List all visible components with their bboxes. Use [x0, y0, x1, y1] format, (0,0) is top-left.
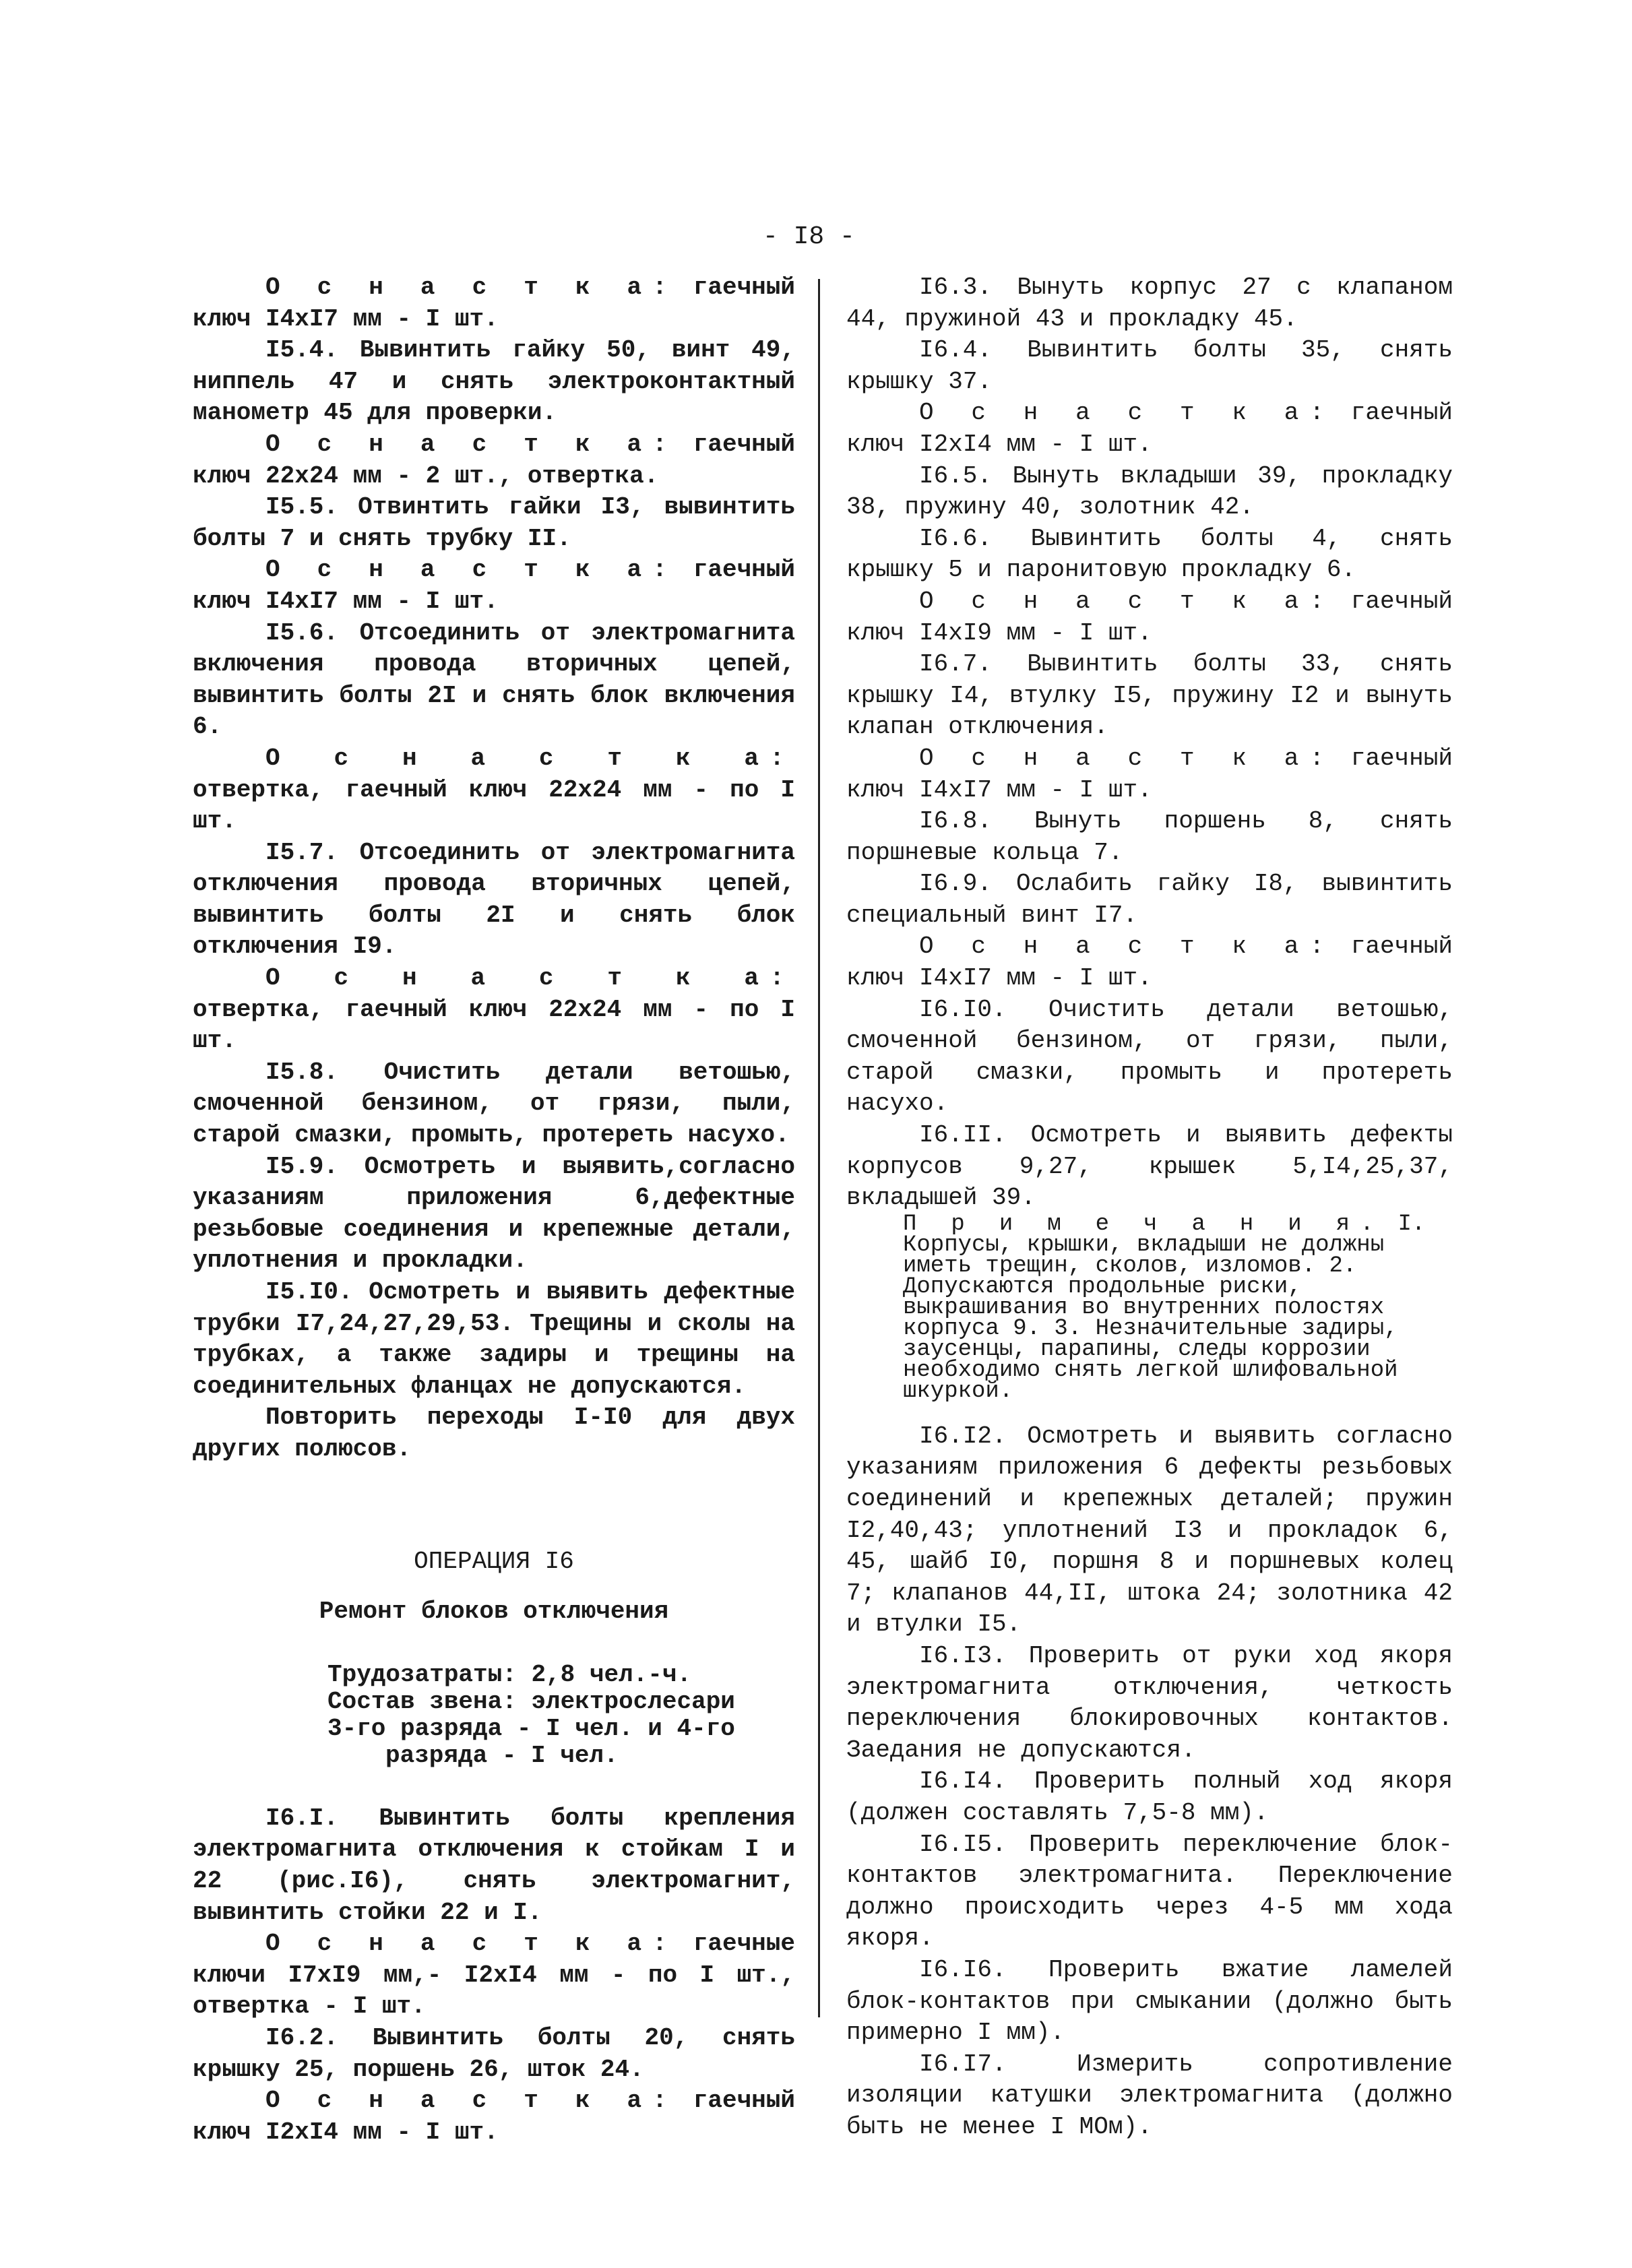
step-16-7: I6.7. Вывинтить болты 33, снять крышку I4, втулку I5, пружину I2 и вынуть клапан отключения.: [846, 650, 1453, 741]
step-15-5: I5.5. Отвинтить гайки I3, вывинтить болты 7 и снять трубку II.: [193, 493, 795, 553]
operation-title: ОПЕРАЦИЯ I6: [414, 1547, 574, 1575]
labor-grade-1: 3-го разряда - I чел. и 4-го: [327, 1714, 735, 1742]
equipment-label: О с н а с т к а:: [265, 964, 795, 993]
equipment-text: гаечный ключ I4xI9 мм - I шт.: [846, 587, 1453, 647]
equipment-note: [846, 398, 1453, 460]
notes-text: I. Корпусы, крышки, вкладыши не должны иметь трещин, сколов, изломов. 2. Допускаются продольные риски, выкрашивания во внутренних полостях корпуса 9. 3. Незначительные задиры, заусенцы, парапины, следы коррозии необходимо снять легкой шлифовальной шкуркой.: [903, 1211, 1426, 1404]
equipment-text: гаечный ключ I4xI7 мм - I шт.: [193, 274, 795, 333]
equipment-label: О с н а с т к а:: [265, 274, 679, 301]
column-divider: [818, 279, 820, 2017]
step-15-6: I5.6. Отсоединить от электромагнита включения провода вторичных цепей, вывинтить болты 2I и снять блок включения 6.: [193, 619, 795, 741]
notes-block: [846, 1211, 1453, 1404]
equipment-note: [193, 963, 795, 1057]
equipment-note: [846, 931, 1453, 994]
step-16-16: I6.I6. Проверить вжатие ламелей блок-контактов при смыкании (должно быть примерно I мм).: [846, 1955, 1453, 2047]
labor-hours: Трудозатраты: 2,8 чел.-ч.: [327, 1660, 692, 1689]
notes-heading: П р и м е ч а н и я.: [903, 1211, 1385, 1237]
step-15-8: I5.8. Очистить детали ветошью, смоченной бензином, от грязи, пыли, старой смазки, промыть, протереть насухо.: [193, 1058, 795, 1149]
equipment-label: О с н а с т к а:: [919, 744, 1336, 772]
page-number: - I8 -: [763, 222, 855, 251]
equipment-text: отвертка, гаечный ключ 22x24 мм - по I шт.: [193, 776, 795, 836]
step-15-9: I5.9. Осмотреть и выявить,согласно указаниям приложения 6,дефектные резьбовые соединения и крепежные детали, уплотнения и прокладки.: [193, 1152, 795, 1275]
step-16-15: I6.I5. Проверить переключение блок-контактов электромагнита. Переключение должно происходить через 4-5 мм хода якоря.: [846, 1830, 1453, 1953]
equipment-text: гаечный ключ I4xI7 мм - I шт.: [846, 744, 1453, 804]
equipment-text: гаечный ключ 22x24 мм - 2 шт., отвертка.: [193, 430, 795, 490]
equipment-note: [846, 586, 1453, 649]
repeat-note: Повторить переходы I-I0 для двух других полюсов.: [193, 1404, 795, 1463]
equipment-text: гаечный ключ I4xI7 мм - I шт.: [193, 556, 795, 615]
step-16-13: I6.I3. Проверить от руки ход якоря электромагнита отключения, четкость переключения блокировочных контактов. Заедания не допускаются.: [846, 1641, 1453, 1764]
operation-subtitle: Ремонт блоков отключения: [319, 1598, 669, 1626]
left-column: [193, 272, 795, 2148]
equipment-label: О с н а с т к а:: [919, 933, 1336, 961]
step-16-3: I6.3. Вынуть корпус 27 с клапаном 44, пружиной 43 и прокладку 45.: [846, 274, 1453, 333]
equipment-text: гаечный ключ I4xI7 мм - I шт.: [846, 933, 1453, 993]
equipment-note: [193, 429, 795, 492]
equipment-label: О с н а с т к а:: [265, 2087, 679, 2115]
equipment-text: гаечные ключи I7xI9 мм,- I2xI4 мм - по I шт., отвертка - I шт.: [193, 1930, 795, 2021]
step-16-5: I6.5. Вынуть вкладыши 39, прокладку 38, пружину 40, золотник 42.: [846, 462, 1453, 522]
step-16-12: I6.I2. Осмотреть и выявить согласно указаниям приложения 6 дефекты резьбовых соединений и крепежных деталей; пружин I2,40,43; уплотнений I3 и прокладок 6, 45, шайб I0, поршня 8 и поршневых колец 7; клапанов 44,II, штока 24; золотника 42 и втулки I5.: [846, 1422, 1453, 1639]
equipment-label: О с н а с т к а:: [919, 587, 1336, 615]
equipment-note: [193, 743, 795, 838]
step-16-17: I6.I7. Измерить сопротивление изоляции катушки электромагнита (должно быть не менее I МОм).: [846, 2050, 1453, 2141]
step-16-8: I6.8. Вынуть поршень 8, снять поршневые кольца 7.: [846, 807, 1453, 867]
equipment-text: гаечный ключ I2xI4 мм - I шт.: [846, 399, 1453, 458]
step-15-10: I5.I0. Осмотреть и выявить дефектные трубки I7,24,27,29,53. Трещины и сколы на трубках, а также задиры и трещины на соединительных фланцах не допускаются.: [193, 1278, 795, 1400]
step-15-4: I5.4. Вывинтить гайку 50, винт 49, ниппель 47 и снять электроконтактный манометр 45 для проверки.: [193, 336, 795, 427]
right-column: [846, 272, 1453, 2143]
labor-grade-2: разряда - I чел.: [385, 1741, 619, 1769]
labor-block: [193, 1662, 795, 1769]
equipment-label: О с н а с т к а:: [265, 744, 795, 772]
step-16-10: I6.I0. Очистить детали ветошью, смоченной бензином, от грязи, пыли, старой смазки, промыть и протереть насухо.: [846, 995, 1453, 1118]
equipment-text: гаечный ключ I2xI4 мм - I шт.: [193, 2087, 795, 2146]
step-16-11: I6.II. Осмотреть и выявить дефекты корпусов 9,27, крышек 5,I4,25,37, вкладышей 39.: [846, 1121, 1453, 1212]
step-15-7: I5.7. Отсоединить от электромагнита отключения провода вторичных цепей, вывинтить болты 2I и снять блок отключения I9.: [193, 838, 795, 961]
step-16-9: I6.9. Ослабить гайку I8, вывинтить специальный винт I7.: [846, 870, 1453, 929]
equipment-note: [193, 555, 795, 617]
step-16-1: I6.I. Вывинтить болты крепления электромагнита отключения к стойкам I и 22 (рис.I6), снять электромагнит, вывинтить стойки 22 и I.: [193, 1804, 795, 1926]
equipment-label: О с н а с т к а:: [265, 1930, 679, 1958]
equipment-label: О с н а с т к а:: [265, 430, 679, 458]
equipment-label: О с н а с т к а:: [265, 556, 679, 584]
equipment-note: [846, 743, 1453, 806]
equipment-note: [193, 1928, 795, 2023]
equipment-text: отвертка, гаечный ключ 22x24 мм - по I шт.: [193, 995, 795, 1055]
step-16-4: I6.4. Вывинтить болты 35, снять крышку 37.: [846, 336, 1453, 396]
equipment-note: [193, 272, 795, 335]
labor-team: Состав звена: электрослесари: [327, 1687, 735, 1715]
step-16-2: I6.2. Вывинтить болты 20, снять крышку 25, поршень 26, шток 24.: [193, 2023, 795, 2083]
step-16-14: I6.I4. Проверить полный ход якоря (должен составлять 7,5-8 мм).: [846, 1767, 1453, 1827]
equipment-label: О с н а с т к а:: [919, 399, 1336, 427]
step-16-6: I6.6. Вывинтить болты 4, снять крышку 5 и паронитовую прокладку 6.: [846, 524, 1453, 584]
equipment-note: [193, 2085, 795, 2148]
